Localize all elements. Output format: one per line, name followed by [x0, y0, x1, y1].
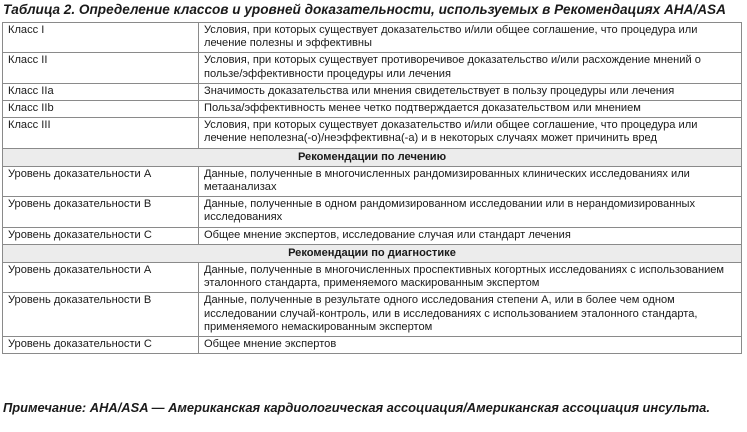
section-header-treatment: [3, 148, 742, 166]
table-row: [3, 227, 742, 244]
table-row: [3, 337, 742, 354]
table-row: [3, 118, 742, 148]
evidence-level: Уровень доказательности C: [3, 227, 199, 244]
evidence-description: Данные, полученные в результате одного исследования степени A, или в более чем одном исследовании случай-контроль, или в исследованиях с использованием эталонного стандарта, применяемого немаскированным экспертом: [199, 293, 742, 337]
evidence-description: Общее мнение экспертов: [199, 337, 742, 354]
class-name: Класс III: [3, 118, 199, 148]
class-description: Условия, при которых существует доказательство и/или общее соглашение, что процедура или лечение неполезна(-о)/неэффективна(-а) и в некоторых случаях может причинить вред: [199, 118, 742, 148]
class-name: Класс II: [3, 53, 199, 83]
class-description: Условия, при которых существует доказательство и/или общее соглашение, что процедура или лечение полезны и эффективны: [199, 23, 742, 53]
evidence-level: Уровень доказательности A: [3, 263, 199, 293]
evidence-level: Уровень доказательности B: [3, 197, 199, 227]
table-row: [3, 293, 742, 337]
class-description: Условия, при которых существует противоречивое доказательство и/или расхождение мнений о пользе/эффективности процедуры или лечения: [199, 53, 742, 83]
class-name: Класс I: [3, 23, 199, 53]
section-heading: Рекомендации по лечению: [3, 148, 742, 166]
table-title: Таблица 2. Определение классов и уровней доказательности, используемых в Рекомендациях AHA/ASA: [3, 2, 726, 17]
evidence-level: Уровень доказательности B: [3, 293, 199, 337]
evidence-description: Данные, полученные в многочисленных рандомизированных клинических исследованиях или метаанализах: [199, 166, 742, 196]
table-row: [3, 23, 742, 53]
class-description: Значимость доказательства или мнения свидетельствует в пользу процедуры или лечения: [199, 83, 742, 100]
evidence-description: Общее мнение экспертов, исследование случая или стандарт лечения: [199, 227, 742, 244]
class-description: Польза/эффективность менее четко подтверждается доказательством или мнением: [199, 101, 742, 118]
table-row: [3, 197, 742, 227]
evidence-level: Уровень доказательности A: [3, 166, 199, 196]
evidence-description: Данные, полученные в многочисленных проспективных когортных исследованиях с использованием эталонного стандарта, применяемого маскированным экспертом: [199, 263, 742, 293]
evidence-level: Уровень доказательности C: [3, 337, 199, 354]
table-row: [3, 53, 742, 83]
evidence-table: [2, 22, 742, 354]
table-note: Примечание: AHA/ASA — Американская кардиологическая ассоциация/Американская ассоциация инсульта.: [3, 400, 710, 415]
table-row: [3, 83, 742, 100]
table-row: [3, 263, 742, 293]
table-row: [3, 101, 742, 118]
class-name: Класс IIa: [3, 83, 199, 100]
evidence-description: Данные, полученные в одном рандомизированном исследовании или в нерандомизированных исследованиях: [199, 197, 742, 227]
section-heading: Рекомендации по диагностике: [3, 244, 742, 262]
table-row: [3, 166, 742, 196]
section-header-diagnostics: [3, 244, 742, 262]
class-name: Класс IIb: [3, 101, 199, 118]
